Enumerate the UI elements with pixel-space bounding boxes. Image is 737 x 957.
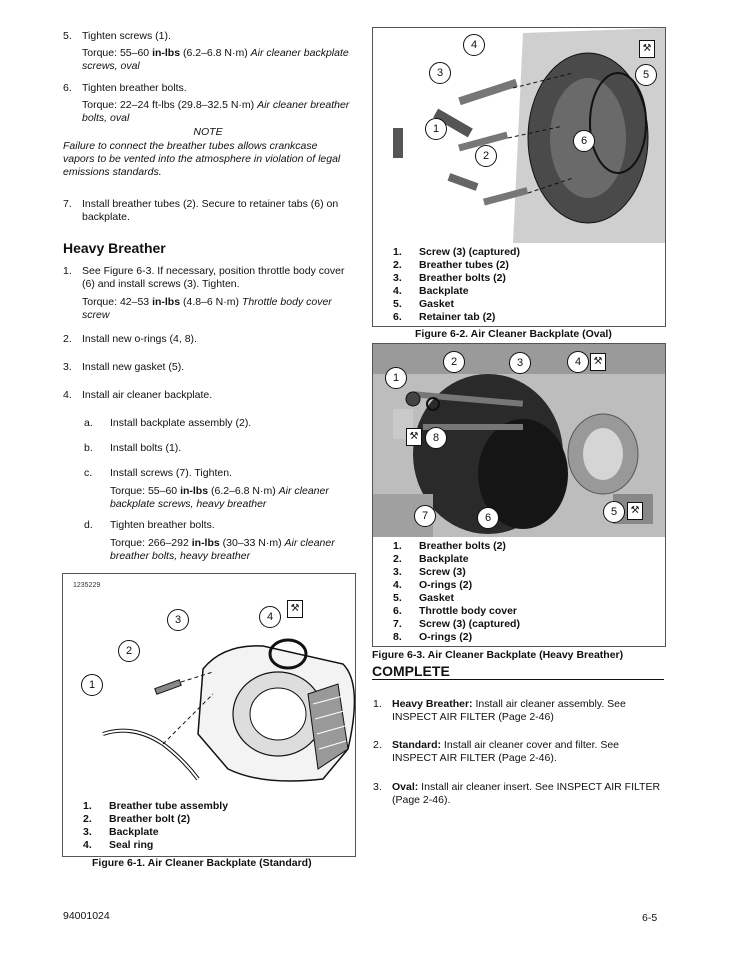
figure-legend: 1. Screw (3) (captured) 2. Breather tubes (2) 3. Breather bolts (2) 4. Backplate 5. Gasket 6. Retainer tab (2) (393, 246, 520, 323)
callout-1: 1 (425, 118, 447, 140)
callout-3: 3 (167, 609, 189, 631)
tool-icon: ⚒ (627, 502, 643, 520)
figure-6-1 (62, 573, 356, 857)
callout-4: 4 (567, 351, 589, 373)
step-text: Install breather tubes (2). Secure to retainer tabs (6) on backplate. (82, 198, 339, 223)
note-title: NOTE (193, 126, 223, 138)
note-text: Failure to connect the breather tubes allows crankcase vapors to be vented into the atmosphere in violation of legal emissions standards. (63, 140, 341, 178)
torque-step-5: Torque: 55–60 in-lbs (6.2–6.8 N·m) Air cleaner backplate screws, oval (82, 47, 349, 72)
callout-4: 4 (463, 34, 485, 56)
figure-id: 1235229 (73, 582, 101, 589)
step-text: Install backplate assembly (2). (110, 417, 252, 429)
callout-6: 6 (477, 507, 499, 529)
callout-1: 1 (81, 674, 103, 696)
figure-6-3 (372, 343, 666, 647)
complete-item-1: 1. Heavy Breather: Install air cleaner assembly. See INSPECT AIR FILTER (Page 2-46) (373, 698, 626, 723)
step-text: Tighten breather bolts. (110, 519, 215, 531)
document-number: 94001024 (63, 910, 110, 922)
heavy-breather-heading: Heavy Breather (63, 240, 166, 256)
complete-heading: COMPLETE (372, 663, 664, 680)
step-number: d. (84, 519, 93, 531)
oval-backplate-photo (373, 28, 665, 243)
figure-legend: 1. Breather bolts (2) 2. Backplate 3. Screw (3) 4. O-rings (2) 5. Gasket 6. Throttle body cover 7. Screw (3) (captured) 8. O-rings (2) (393, 540, 520, 643)
step-text: Install bolts (1). (110, 442, 182, 454)
torque-hb-1: Torque: 42–53 in-lbs (4.8–6 N·m) Throttle body cover screw (82, 296, 332, 321)
step-number: 4. (63, 389, 72, 401)
complete-item-3: 3. Oval: Install air cleaner insert. See INSPECT AIR FILTER (Page 2-46). (373, 781, 661, 806)
step-number: a. (84, 417, 93, 429)
callout-7: 7 (414, 505, 436, 527)
step-text: Tighten screws (1). (82, 30, 171, 42)
step-number: b. (84, 442, 93, 454)
step-number: 1. (63, 265, 72, 277)
oval-backplate-illustration (373, 28, 665, 243)
callout-6: 6 (573, 130, 595, 152)
step-number: 3. (63, 361, 72, 373)
step-number: 7. (63, 198, 72, 210)
air-cleaner-backplate-standard-illustration (63, 574, 355, 799)
step-number: 6. (63, 82, 72, 94)
tool-icon: ⚒ (287, 600, 303, 618)
page-number: 6-5 (642, 912, 658, 924)
figure-legend: 1. Breather tube assembly 2. Breather bolt (2) 3. Backplate 4. Seal ring (83, 800, 229, 851)
callout-2: 2 (475, 145, 497, 167)
step-number: c. (84, 467, 93, 479)
tool-icon: ⚒ (406, 428, 422, 446)
step-number: 5. (63, 30, 72, 42)
figure-6-2 (372, 27, 666, 327)
torque-hb-4d: Torque: 266–292 in-lbs (30–33 N·m) Air cleaner breather bolts, heavy breather (110, 537, 335, 562)
step-text: Install new o-rings (4, 8). (82, 333, 197, 345)
callout-1: 1 (385, 367, 407, 389)
callout-8: 8 (425, 427, 447, 449)
complete-item-2: 2. Standard: Install air cleaner cover and filter. See INSPECT AIR FILTER (Page 2-46). (373, 739, 620, 764)
callout-2: 2 (443, 351, 465, 373)
callout-2: 2 (118, 640, 140, 662)
callout-5: 5 (603, 501, 625, 523)
step-text: Install new gasket (5). (82, 361, 185, 373)
tool-icon: ⚒ (590, 353, 606, 371)
figure-6-1-caption: Figure 6-1. Air Cleaner Backplate (Standard) (92, 857, 312, 869)
tool-icon: ⚒ (639, 40, 655, 58)
callout-3: 3 (429, 62, 451, 84)
step-number: 2. (63, 333, 72, 345)
figure-6-2-caption: Figure 6-2. Air Cleaner Backplate (Oval) (415, 328, 612, 340)
step-text: Install screws (7). Tighten. (110, 467, 232, 479)
figure-6-3-caption: Figure 6-3. Air Cleaner Backplate (Heavy Breather) (372, 649, 624, 661)
step-text: Tighten breather bolts. (82, 82, 187, 94)
torque-hb-4c: Torque: 55–60 in-lbs (6.2–6.8 N·m) Air cleaner backplate screws, heavy breather (110, 485, 329, 510)
callout-5: 5 (635, 64, 657, 86)
torque-step-6: Torque: 22–24 ft-lbs (29.8–32.5 N·m) Air cleaner breather bolts, oval (82, 99, 350, 124)
step-text: See Figure 6-3. If necessary, position throttle body cover (6) and install screws (3). Tighten. (82, 265, 345, 290)
callout-4: 4 (259, 606, 281, 628)
callout-3: 3 (509, 352, 531, 374)
step-text: Install air cleaner backplate. (82, 389, 213, 401)
